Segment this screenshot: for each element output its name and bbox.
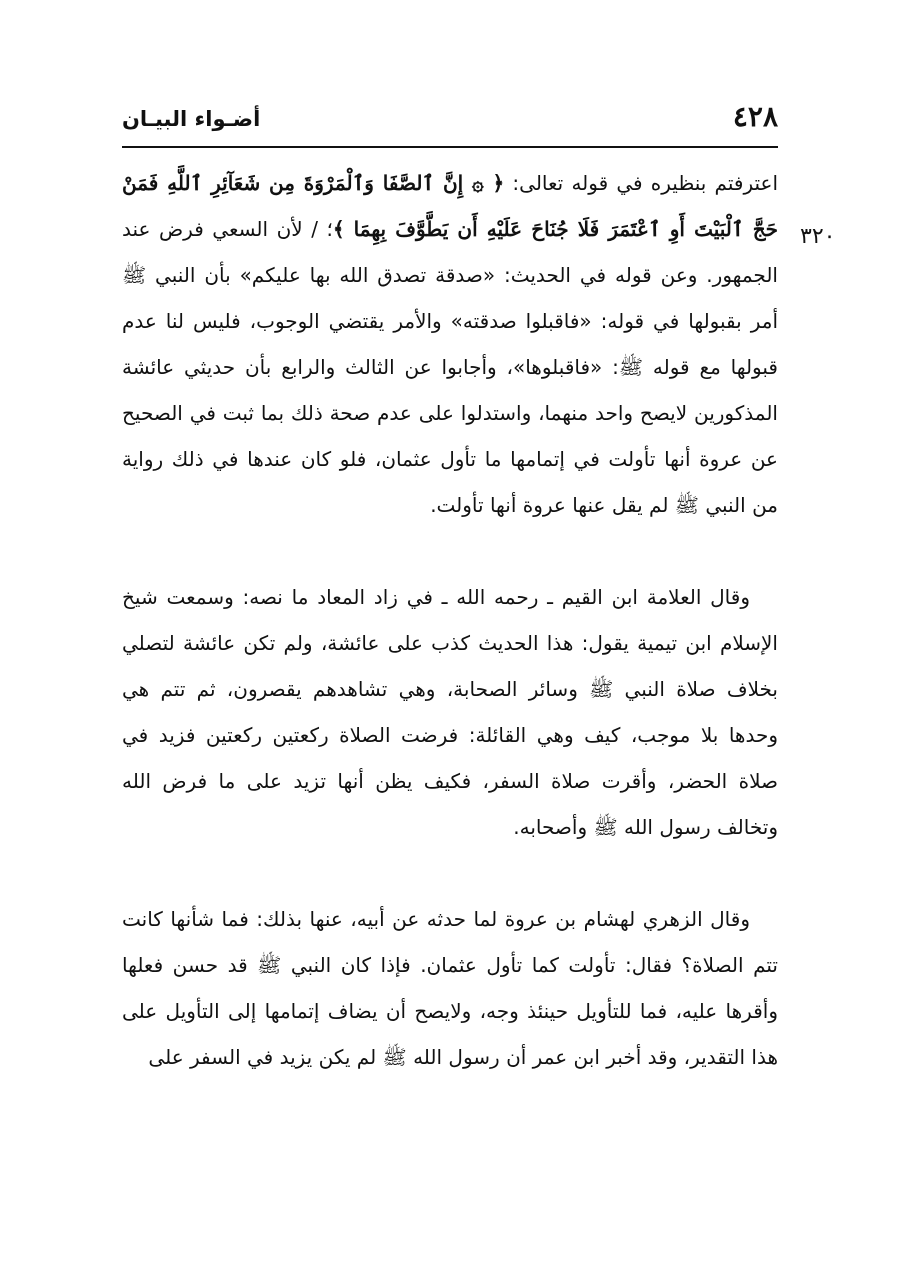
paragraph-ibn-qayyim: وقال العلامة ابن القيم ـ رحمه الله ـ في زاد المعاد ما نصه: وسمعت شيخ الإسلام ابن تيمية يقول: هذا الحديث كذب على عائشة، ولم تكن عائشة لتصلي بخلاف صلاة النبي ﷺ وسائر الصحابة، وهي تشاهدهم يقصرون، ثم تتم هي وحدها بلا موجب، كيف وهي القائلة: فرضت الصلاة ركعتين ركعتين فزيد في صلاة الحضر، وأقرت صلاة السفر، فكيف يظن أنها تزيد على ما فرض الله وتخالف رسول الله ﷺ وأصحابه.	[122, 585, 778, 839]
paragraph-continuation: ؛ / لأن السعي فرض عند الجمهور. وعن قوله في الحديث: «صدقة تصدق الله بها عليكم» بأن النبي ﷺ أمر بقبولها في قوله: «فاقبلوا صدقته» والأمر يقتضي الوجوب، فليس لنا عدم قبولها مع قوله ﷺ: «فاقبلوها»، وأجابوا عن الثالث والرابع بأن حديثي عائشة المذكورين لايصح واحد منهما، واستدلوا على عدم صحة ذلك بما ثبت في الصحيح عن عروة أنها تأولت في إتمامها ما تأول عثمان، فلو كان عندها في ذلك رواية من النبي ﷺ لم يقل عنها عروة أنها تأولت.	[122, 217, 778, 517]
quran-verse: ﴿ ۞ إِنَّ ٱلصَّفَا وَٱلْمَرْوَةَ مِن شَعَآئِرِ ٱللَّهِ فَمَنْ حَجَّ ٱلْبَيْتَ أَوِ ٱعْتَمَرَ فَلَا جُنَاحَ عَلَيْهِ أَن يَطَّوَّفَ بِهِمَا ﴾	[122, 171, 778, 241]
margin-page-reference: ٣٢٠	[800, 224, 836, 249]
book-title: أضـواء البيـان	[122, 107, 261, 131]
paragraph-intro: اعترفتم بنظيره في قوله تعالى:	[504, 171, 779, 195]
page-number: ٤٢٨	[732, 100, 778, 133]
paragraph-verse-discussion	[122, 160, 778, 528]
paragraph-zuhri: وقال الزهري لهشام بن عروة لما حدثه عن أبيه، عنها بذلك: فما شأنها كانت تتم الصلاة؟ فقال: تأولت كما تأول عثمان. فإذا كان النبي ﷺ قد حسن فعلها وأقرها عليه، فما للتأويل حينئذ وجه، ولايصح أن يضاف إتمامها إلى التأويل على هذا التقدير، وقد أخبر ابن عمر أن رسول الله ﷺ لم يكن يزيد في السفر على	[122, 907, 778, 1069]
header-divider	[122, 146, 778, 148]
page-header	[122, 100, 778, 144]
page-body	[122, 160, 778, 1080]
